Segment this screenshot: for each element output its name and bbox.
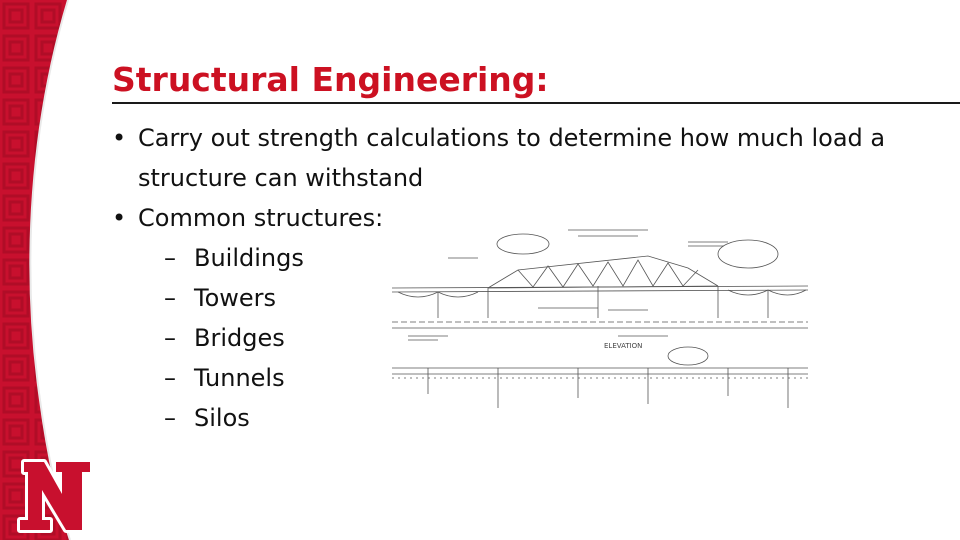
bullet-item	[112, 118, 932, 198]
bullet-text: Carry out strength calculations to determine how much load a structure can withstand	[138, 124, 886, 192]
sub-item-text: Buildings	[194, 244, 304, 272]
sub-item-text: Silos	[194, 404, 250, 432]
sub-item-text: Tunnels	[194, 364, 285, 392]
bullet-text: Common structures:	[138, 204, 384, 232]
slide-title: Structural Engineering:	[112, 60, 549, 99]
bridge-elevation-drawing	[388, 218, 812, 418]
drawing-label: ELEVATION	[604, 342, 643, 350]
en-dash-icon: –	[164, 284, 176, 312]
sub-item-text: Bridges	[194, 324, 285, 352]
bullet-dot-icon: •	[112, 204, 127, 232]
sub-item-text: Towers	[194, 284, 277, 312]
en-dash-icon: –	[164, 244, 176, 272]
title-underline	[112, 102, 960, 104]
en-dash-icon: –	[164, 364, 176, 392]
en-dash-icon: –	[164, 324, 176, 352]
en-dash-icon: –	[164, 404, 176, 432]
bullet-dot-icon: •	[112, 124, 127, 152]
